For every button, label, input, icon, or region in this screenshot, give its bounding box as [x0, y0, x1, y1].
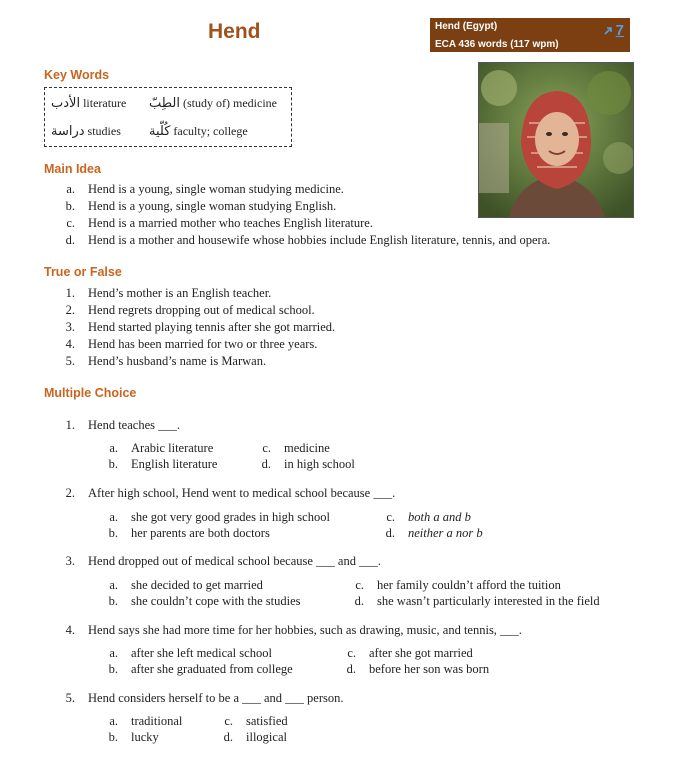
answer-option: Arabic literature: [131, 441, 214, 455]
option-mark: a.: [66, 182, 75, 196]
answer-option: both a and b: [408, 510, 471, 524]
item-number: 4.: [65, 337, 75, 351]
question-number: 4.: [65, 623, 75, 637]
answer-option: illogical: [246, 730, 287, 744]
page-title: Hend: [208, 20, 261, 43]
main-idea-option: Hend is a young, single woman studying medicine.: [88, 182, 344, 196]
question-text: Hend considers herself to be a ___ and ___ person.: [88, 691, 344, 705]
portrait-photo: [478, 62, 634, 218]
answer-option: after she graduated from college: [131, 662, 293, 676]
answer-option: medicine: [284, 441, 330, 455]
key-word-item: [149, 96, 277, 111]
option-mark: d.: [223, 730, 233, 744]
key-word-arabic: كُلّية: [149, 124, 171, 139]
info-box: [430, 18, 630, 52]
true-false-statement: Hend started playing tennis after she got married.: [88, 320, 336, 334]
key-word-arabic: دراسة: [51, 124, 85, 139]
answer-option: after she got married: [369, 646, 473, 660]
key-word-english: literature: [83, 96, 127, 110]
answer-option: she decided to get married: [131, 578, 263, 592]
option-mark: a.: [109, 714, 118, 728]
option-mark: c.: [355, 578, 364, 592]
key-word-item: [149, 124, 248, 139]
answer-option: she couldn’t cope with the studies: [131, 594, 301, 608]
true-false-statement: Hend has been married for two or three years.: [88, 337, 318, 351]
option-mark: d.: [346, 662, 356, 676]
key-words-heading: Key Words: [44, 68, 110, 82]
main-idea-option: Hend is a young, single woman studying English.: [88, 199, 337, 213]
question-number: 3.: [65, 554, 75, 568]
option-mark: b.: [108, 526, 118, 540]
question-number: 5.: [65, 691, 75, 705]
answer-option: English literature: [131, 457, 218, 471]
key-word-item: [51, 124, 121, 139]
main-idea-option: Hend is a mother and housewife whose hobbies include English literature, tennis, and opera.: [88, 233, 551, 247]
answer-option: traditional: [131, 714, 183, 728]
option-mark: d.: [65, 233, 75, 247]
option-mark: a.: [109, 578, 118, 592]
option-mark: b.: [108, 457, 118, 471]
key-word-english: (study of) medicine: [183, 96, 277, 110]
speaker-name-country: Hend (Egypt): [435, 21, 498, 32]
word-count-stats: ECA 436 words (117 wpm): [435, 39, 559, 50]
answer-option: she got very good grades in high school: [131, 510, 330, 524]
option-mark: d.: [385, 526, 395, 540]
item-number: 3.: [65, 320, 75, 334]
audio-track-number: 7: [615, 22, 624, 39]
option-mark: c.: [66, 216, 75, 230]
answer-option: her family couldn’t afford the tuition: [377, 578, 561, 592]
option-mark: b.: [108, 662, 118, 676]
item-number: 1.: [65, 286, 75, 300]
key-word-item: [51, 96, 126, 111]
option-mark: c.: [224, 714, 233, 728]
option-mark: c.: [262, 441, 271, 455]
question-text: Hend dropped out of medical school because ___ and ___.: [88, 554, 381, 568]
answer-option: neither a nor b: [408, 526, 483, 540]
option-mark: a.: [109, 441, 118, 455]
true-false-statement: Hend regrets dropping out of medical school.: [88, 303, 315, 317]
answer-option: she wasn’t particularly interested in the field: [377, 594, 600, 608]
item-number: 5.: [65, 354, 75, 368]
question-text: Hend teaches ___.: [88, 418, 180, 432]
audio-link-icon: [604, 26, 616, 36]
true-false-statement: Hend’s mother is an English teacher.: [88, 286, 272, 300]
key-word-arabic: الطِبّ: [149, 96, 181, 111]
main-idea-heading: Main Idea: [44, 162, 101, 176]
option-mark: b.: [108, 594, 118, 608]
option-mark: a.: [109, 510, 118, 524]
key-words-box: [44, 87, 292, 147]
multiple-choice-heading: Multiple Choice: [44, 386, 137, 400]
answer-option: her parents are both doctors: [131, 526, 270, 540]
option-mark: c.: [347, 646, 356, 660]
answer-option: in high school: [284, 457, 355, 471]
true-false-statement: Hend’s husband’s name is Marwan.: [88, 354, 267, 368]
option-mark: b.: [65, 199, 75, 213]
option-mark: a.: [109, 646, 118, 660]
answer-option: lucky: [131, 730, 159, 744]
key-word-english: faculty; college: [173, 124, 248, 138]
audio-track-link[interactable]: [604, 22, 624, 39]
question-number: 1.: [65, 418, 75, 432]
key-word-arabic: الأدب: [51, 96, 81, 111]
true-false-heading: True or False: [44, 265, 122, 279]
answer-option: satisfied: [246, 714, 288, 728]
main-idea-option: Hend is a married mother who teaches English literature.: [88, 216, 373, 230]
question-text: After high school, Hend went to medical school because ___.: [88, 486, 396, 500]
option-mark: b.: [108, 730, 118, 744]
question-text: Hend says she had more time for her hobbies, such as drawing, music, and tennis, ___.: [88, 623, 522, 637]
portrait-image-icon: [479, 63, 633, 217]
item-number: 2.: [65, 303, 75, 317]
option-mark: d.: [354, 594, 364, 608]
option-mark: d.: [261, 457, 271, 471]
question-number: 2.: [65, 486, 75, 500]
answer-option: after she left medical school: [131, 646, 272, 660]
option-mark: c.: [386, 510, 395, 524]
key-word-english: studies: [87, 124, 121, 138]
answer-option: before her son was born: [369, 662, 490, 676]
